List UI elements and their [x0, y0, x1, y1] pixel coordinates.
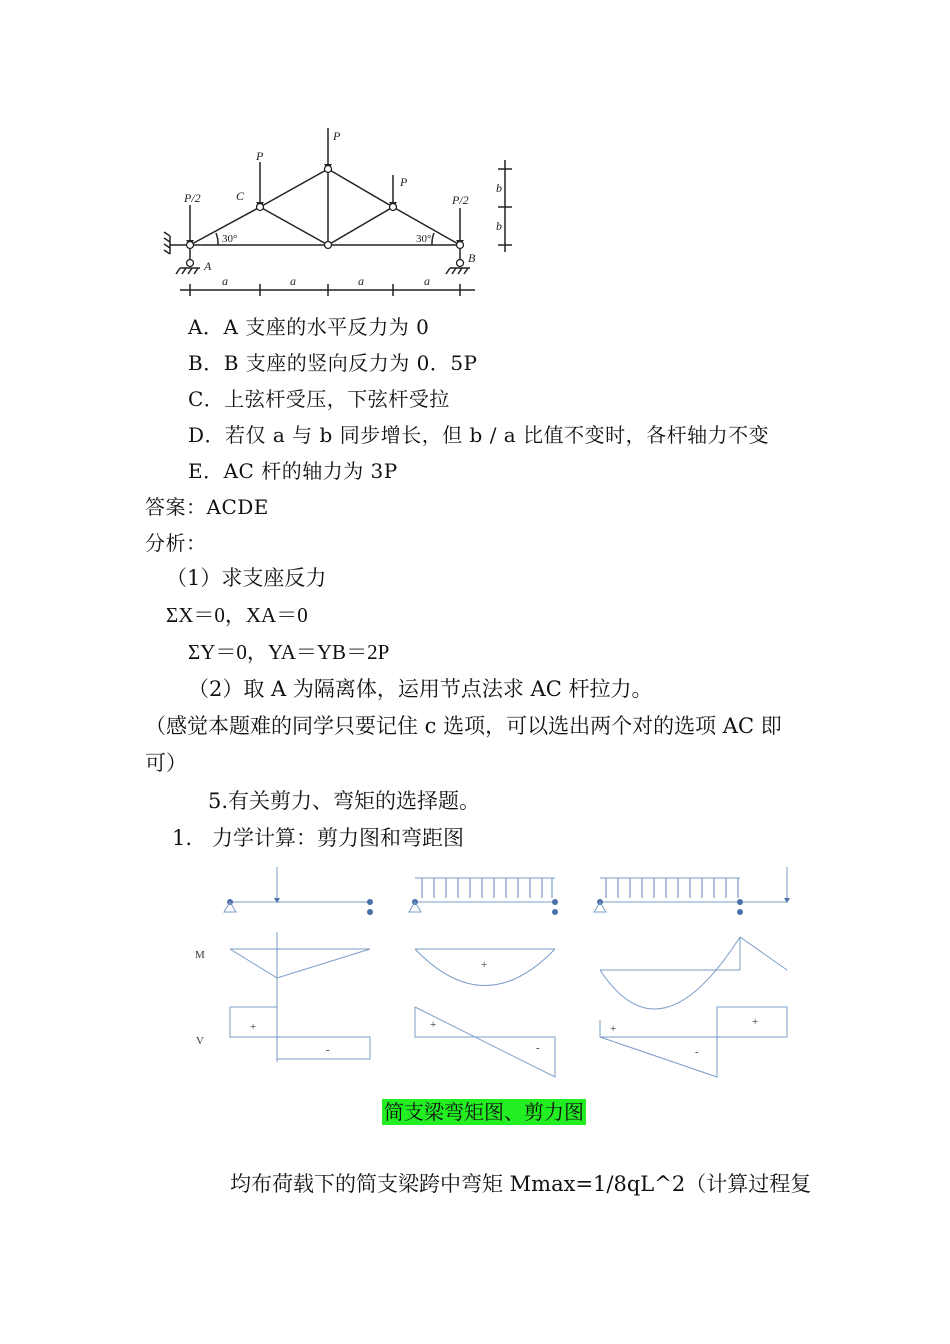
node-label-a: A — [204, 259, 212, 273]
angle-label-left: 30° — [222, 233, 238, 245]
node-label-c: C — [236, 189, 245, 203]
equation-y: ΣY＝0，YA＝YB＝2P — [188, 640, 390, 664]
note-line-1: （感觉本题难的同学只要记住 c 选项，可以选出两个对的选项 AC 即 — [145, 714, 782, 738]
option-c: C．上弦杆受压，下弦杆受拉 — [188, 387, 450, 411]
sign-plus-v1: + — [250, 1021, 257, 1033]
height-label-1: b — [496, 181, 502, 195]
truss-diagram — [140, 120, 520, 305]
list-item-1: 1. 力学计算：剪力图和弯距图 — [172, 826, 465, 850]
sign-minus-v1: - — [326, 1044, 330, 1056]
span-label-1: a — [222, 274, 228, 288]
option-a: A．A 支座的水平反力为 0 — [188, 315, 430, 339]
analysis-label: 分析： — [145, 531, 207, 555]
option-e: E．AC 杆的轴力为 3P — [188, 459, 398, 483]
load-label-right: P — [400, 175, 408, 189]
step-2: （2）取 A 为隔离体，运用节点法求 AC 杆拉力。 — [188, 677, 653, 701]
option-d: D．若仅 a 与 b 同步增长，但 b / a 比值不变时，各杆轴力不变 — [188, 423, 770, 447]
sign-minus-v2: - — [536, 1042, 540, 1054]
node-label-b: B — [468, 251, 476, 265]
span-label-2: a — [290, 274, 296, 288]
step-1: （1）求支座反力 — [166, 566, 327, 590]
moment-axis-label: M — [195, 949, 205, 961]
span-label-4: a — [424, 274, 430, 288]
load-label-half-right: P/2 — [452, 193, 469, 207]
equation-x: ΣX＝0，XA＝0 — [166, 603, 308, 627]
sign-plus-v2: + — [430, 1019, 437, 1031]
angle-label-right: 30° — [416, 233, 432, 245]
caption-text: 简支梁弯矩图、剪力图 — [384, 1100, 584, 1124]
note-line-2: 可） — [145, 751, 187, 775]
formula-line: 均布荷载下的简支梁跨中弯矩 Mmax=1/8qL^2（计算过程复 — [230, 1172, 812, 1196]
figure-caption — [382, 1096, 586, 1125]
section-title: 5.有关剪力、弯矩的选择题。 — [208, 789, 481, 813]
load-label-top: P — [333, 129, 341, 143]
height-label-2: b — [496, 219, 502, 233]
span-label-3: a — [358, 274, 364, 288]
sign-plus-m2: + — [481, 959, 488, 971]
load-label-left: P — [256, 149, 264, 163]
answer-line: 答案：ACDE — [145, 495, 269, 519]
shear-axis-label: V — [196, 1035, 204, 1047]
beam-diagrams — [190, 862, 800, 1087]
option-b: B．B 支座的竖向反力为 0．5P — [188, 351, 478, 375]
sign-plus-v3b: + — [752, 1016, 759, 1028]
load-label-half-left: P/2 — [184, 191, 201, 205]
sign-minus-v3: - — [695, 1046, 699, 1058]
sign-plus-v3: + — [610, 1023, 617, 1035]
